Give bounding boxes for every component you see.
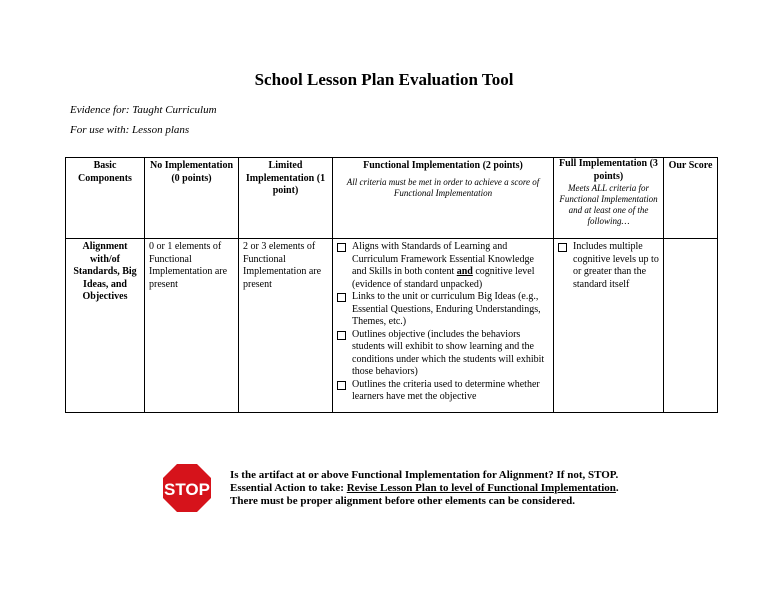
emphasis-and: and <box>456 266 473 277</box>
header-basic-components: Basic Components <box>66 158 145 239</box>
page-title: School Lesson Plan Evaluation Tool <box>254 70 514 89</box>
header-full-title: Full Implementation (3 points) <box>559 158 658 182</box>
cell-full-implementation <box>554 239 664 413</box>
checkbox-criteria[interactable] <box>337 381 346 390</box>
header-full-note: Meets ALL criteria for Functional Implementation and at least one of the following… <box>559 183 658 226</box>
for-use-with: For use with: Lesson plans <box>70 124 190 136</box>
header-functional-note: All criteria must be met in order to achieve a score of Functional Implementation <box>346 176 540 198</box>
header-row <box>66 158 718 239</box>
criterion-objective: Outlines objective (includes the behaviors students will exhibit to show learning and the conditions under which the students will exhibit those behaviors) <box>337 329 549 379</box>
header-functional-title: Functional Implementation (2 points) <box>363 160 523 171</box>
cell-our-score[interactable] <box>664 239 718 413</box>
checkbox-cognitive-levels[interactable] <box>558 243 567 252</box>
cell-functional-implementation <box>333 239 554 413</box>
criterion-standards: Aligns with Standards of Learning and Curriculum Framework Essential Knowledge and Skills in both content and cognitive level (evidence of standard unpacked) <box>337 241 549 291</box>
component-alignment: Alignment with/of Standards, Big Ideas, and Objectives <box>66 239 145 413</box>
header-no-implementation: No Implementation (0 points) <box>145 158 239 239</box>
evaluation-table <box>65 157 718 413</box>
stop-message: Is the artifact at or above Functional Implementation for Alignment? If not, STOP. Essential Action to take: Revise Lesson Plan to level of Functional Implementation. There must be proper alignment before other elements can be considered. <box>230 469 619 507</box>
checkbox-objective[interactable] <box>337 331 346 340</box>
criterion-big-ideas: Links to the unit or curriculum Big Ideas (e.g., Essential Questions, Enduring Understandings, Themes, etc.) <box>337 291 549 329</box>
checkbox-standards[interactable] <box>337 243 346 252</box>
cell-no-implementation: 0 or 1 elements of Functional Implementation are present <box>145 239 239 413</box>
criterion-criteria: Outlines the criteria used to determine whether learners have met the objective <box>337 379 549 404</box>
header-functional-implementation <box>333 158 554 239</box>
essential-action: Revise Lesson Plan to level of Functional Implementation <box>346 482 616 494</box>
checkbox-big-ideas[interactable] <box>337 293 346 302</box>
evidence-for: Evidence for: Taught Curriculum <box>70 104 217 116</box>
header-full-implementation <box>554 158 664 239</box>
header-limited-implementation: Limited Implementation (1 point) <box>239 158 333 239</box>
cell-limited-implementation: 2 or 3 elements of Functional Implementation are present <box>239 239 333 413</box>
header-our-score: Our Score <box>664 158 718 239</box>
criterion-cognitive-levels: Includes multiple cognitive levels up to or greater than the standard itself <box>558 241 659 291</box>
stop-sign-text: STOP <box>164 480 210 499</box>
stop-sign-icon <box>161 462 213 514</box>
table-row <box>66 239 718 413</box>
